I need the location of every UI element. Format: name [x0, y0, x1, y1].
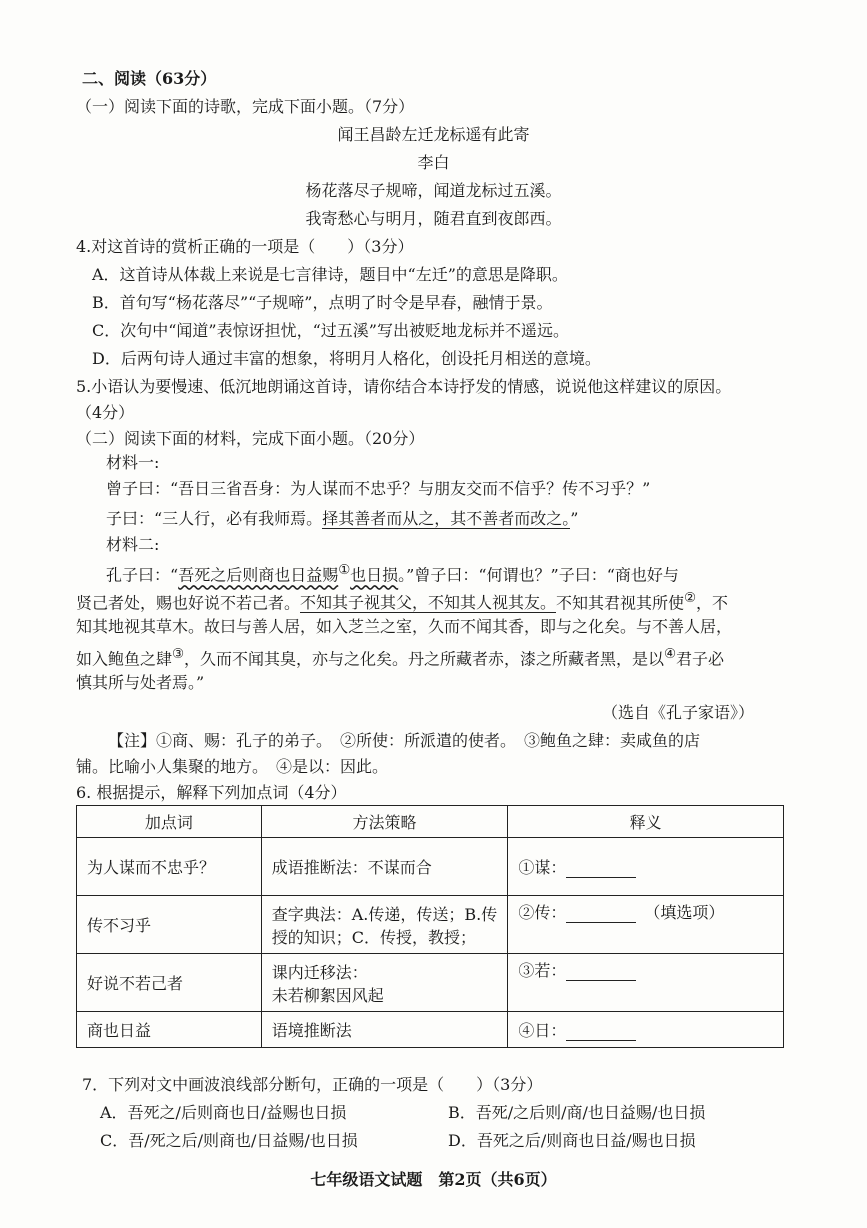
word-text: 好说不若己者	[87, 974, 184, 993]
q6-stem: 6. 根据提示，解释下列加点词（4分）	[76, 783, 347, 802]
method-line: 查字典法：A.传递，传送；B.传	[271, 904, 498, 924]
meaning-label: ③若：	[518, 961, 567, 980]
q7-option-a: A．吾死之/后则商也日/益赐也日损	[100, 1103, 347, 1122]
method-line: 授的知识；C．传授，教授；	[271, 927, 476, 947]
poem-line-1: 杨花落尽子规啼，闻道龙标过五溪。	[305, 181, 562, 200]
poem-line-2: 我寄愁心与明月，随君直到夜郎西。	[305, 209, 562, 228]
word-text: 传不习乎	[87, 916, 152, 935]
q7-stem: 7．下列对文中画波浪线部分断句，正确的一项是（ ）（3分）	[82, 1075, 543, 1094]
row-method	[261, 1012, 508, 1048]
wavy-underlined-segment: 吾死之后则商也日益赐	[178, 565, 339, 585]
text-segment: 孔子曰：“	[106, 565, 179, 585]
q7-option-d: D．吾死之后/则商也日益/赐也日损	[448, 1131, 696, 1150]
row-method	[261, 896, 508, 954]
part2-instruction: （二）阅读下面的材料，完成下面小题。（20分）	[76, 429, 425, 448]
q6-table	[76, 805, 784, 1048]
text-segment: 不知其君视其所使	[556, 593, 685, 613]
q7-option-b: B．吾死/之后则/商/也日益赐/也日损	[448, 1103, 706, 1122]
text-segment: ，不	[696, 593, 729, 613]
row-meaning	[508, 954, 784, 1012]
poem-title: 闻王昌龄左迁龙标遥有此寄	[337, 125, 530, 144]
text-segment: 。”曾子曰：“何谓也？”子曰：“商也好与	[398, 565, 679, 585]
text-segment: ”	[570, 509, 579, 528]
text-segment: 贤己者处，赐也好说不若己者。	[76, 593, 301, 613]
answer-blank[interactable]	[566, 861, 636, 878]
table-row	[77, 954, 784, 1012]
underlined-sentence: 不知其子视其父，不知其人视其友。	[300, 593, 557, 613]
answer-blank[interactable]	[566, 1024, 636, 1041]
source-citation: （选自《孔子家语》）	[602, 703, 755, 722]
q5-stem: 5.小语认为要慢速、低沉地朗诵这首诗，请你结合本诗抒发的情感，说说他这样建议的原因。	[76, 377, 732, 396]
q4-option-c: C．次句中“闻道”表惊讶担忧，“过五溪”写出被贬地龙标并不遥远。	[92, 321, 569, 340]
footnote-marker: ①	[338, 563, 351, 578]
page-footer: 七年级语文试题 第2页（共6页）	[310, 1170, 557, 1189]
material-2-line-1	[106, 560, 679, 586]
material-1-label: 材料一:	[106, 453, 160, 472]
material-1-line-2	[106, 508, 578, 530]
part1-instruction: （一）阅读下面的诗歌，完成下面小题。（7分）	[76, 97, 415, 116]
table-row	[77, 896, 784, 954]
row-word	[77, 896, 262, 954]
section-title: 二、阅读（63分）	[82, 69, 217, 88]
answer-blank[interactable]	[566, 906, 636, 923]
text-segment: 如入鲍鱼之肆	[76, 649, 173, 669]
row-method	[261, 838, 508, 896]
q4-stem: 4.对这首诗的赏析正确的一项是（ ）（3分）	[76, 237, 414, 256]
row-meaning	[508, 838, 784, 896]
header-meaning: 释义	[508, 806, 784, 838]
q4-option-d: D．后两句诗人通过丰富的想象，将明月人格化，创设托月相送的意境。	[92, 349, 601, 368]
method-line: 课内迁移法：	[271, 962, 368, 982]
word-text: 商也日益	[87, 1021, 152, 1040]
material-2-line-5: 慎其所与处者焉。”	[76, 673, 205, 692]
row-word	[77, 1012, 262, 1048]
table-row	[77, 1012, 784, 1048]
underlined-sentence: 择其善者而从之，其不善者而改之。	[322, 509, 571, 528]
method-line: 语境推断法	[271, 1021, 352, 1040]
wavy-underlined-segment: 也日损	[350, 565, 399, 585]
footnote-marker: ②	[684, 591, 696, 606]
method-line: 未若柳絮因风起	[271, 985, 384, 1005]
material-2-label: 材料二:	[106, 535, 160, 554]
method-line: 成语推断法：不谋而合	[271, 858, 432, 877]
answer-blank[interactable]	[566, 964, 636, 981]
row-method	[261, 954, 508, 1012]
row-meaning	[508, 896, 784, 954]
q4-option-a: A．这首诗从体裁上来说是七言律诗，题目中“左迁”的意思是降职。	[92, 265, 568, 284]
footnote-marker: ④	[663, 647, 676, 662]
material-2-line-2	[76, 588, 728, 614]
material-2-line-3: 知其地视其草木。故曰与善人居，如入芝兰之室，久而不闻其香，即与之化矣。与不善人居，	[76, 617, 733, 636]
meaning-label: ④日：	[518, 1021, 567, 1040]
meaning-label: ①谋：	[518, 858, 567, 877]
word-text: 为人谋而不忠乎？	[87, 858, 216, 877]
footnote-marker: ③	[172, 647, 184, 662]
meaning-hint: （填选项）	[652, 903, 725, 922]
q5-score: （4分）	[76, 403, 135, 422]
header-method: 方法策略	[261, 806, 508, 838]
table-header-row	[77, 806, 784, 838]
table-row	[77, 838, 784, 896]
header-word: 加点词	[77, 806, 262, 838]
q7-option-c: C．吾/死之后/则商也/日益赐/也日损	[100, 1131, 358, 1150]
text-segment: 子曰：“三人行，必有我师焉。	[106, 509, 323, 528]
poem-author: 李白	[417, 153, 450, 172]
notes-line-1: 【注】①商、赐：孔子的弟子。 ②所使：所派遣的使者。 ③鲍鱼之肆：卖咸鱼的店	[108, 731, 701, 750]
text-segment: 君子必	[675, 649, 724, 669]
row-meaning	[508, 1012, 784, 1048]
q4-option-b: B．首句写“杨花落尽”“子规啼”，点明了时令是早春，融情于景。	[92, 293, 553, 312]
row-word	[77, 838, 262, 896]
notes-line-2: 铺。比喻小人集聚的地方。 ④是以：因此。	[76, 757, 389, 776]
material-1-line-1: 曾子曰：“吾日三省吾身：为人谋而不忠乎？与朋友交而不信乎？传不习乎？”	[106, 479, 651, 498]
material-2-line-4	[76, 644, 724, 670]
row-word	[77, 954, 262, 1012]
meaning-label: ②传：	[518, 903, 567, 922]
text-segment: ，久而不闻其臭，亦与之化矣。丹之所藏者赤，漆之所藏者黑，是以	[183, 649, 664, 669]
